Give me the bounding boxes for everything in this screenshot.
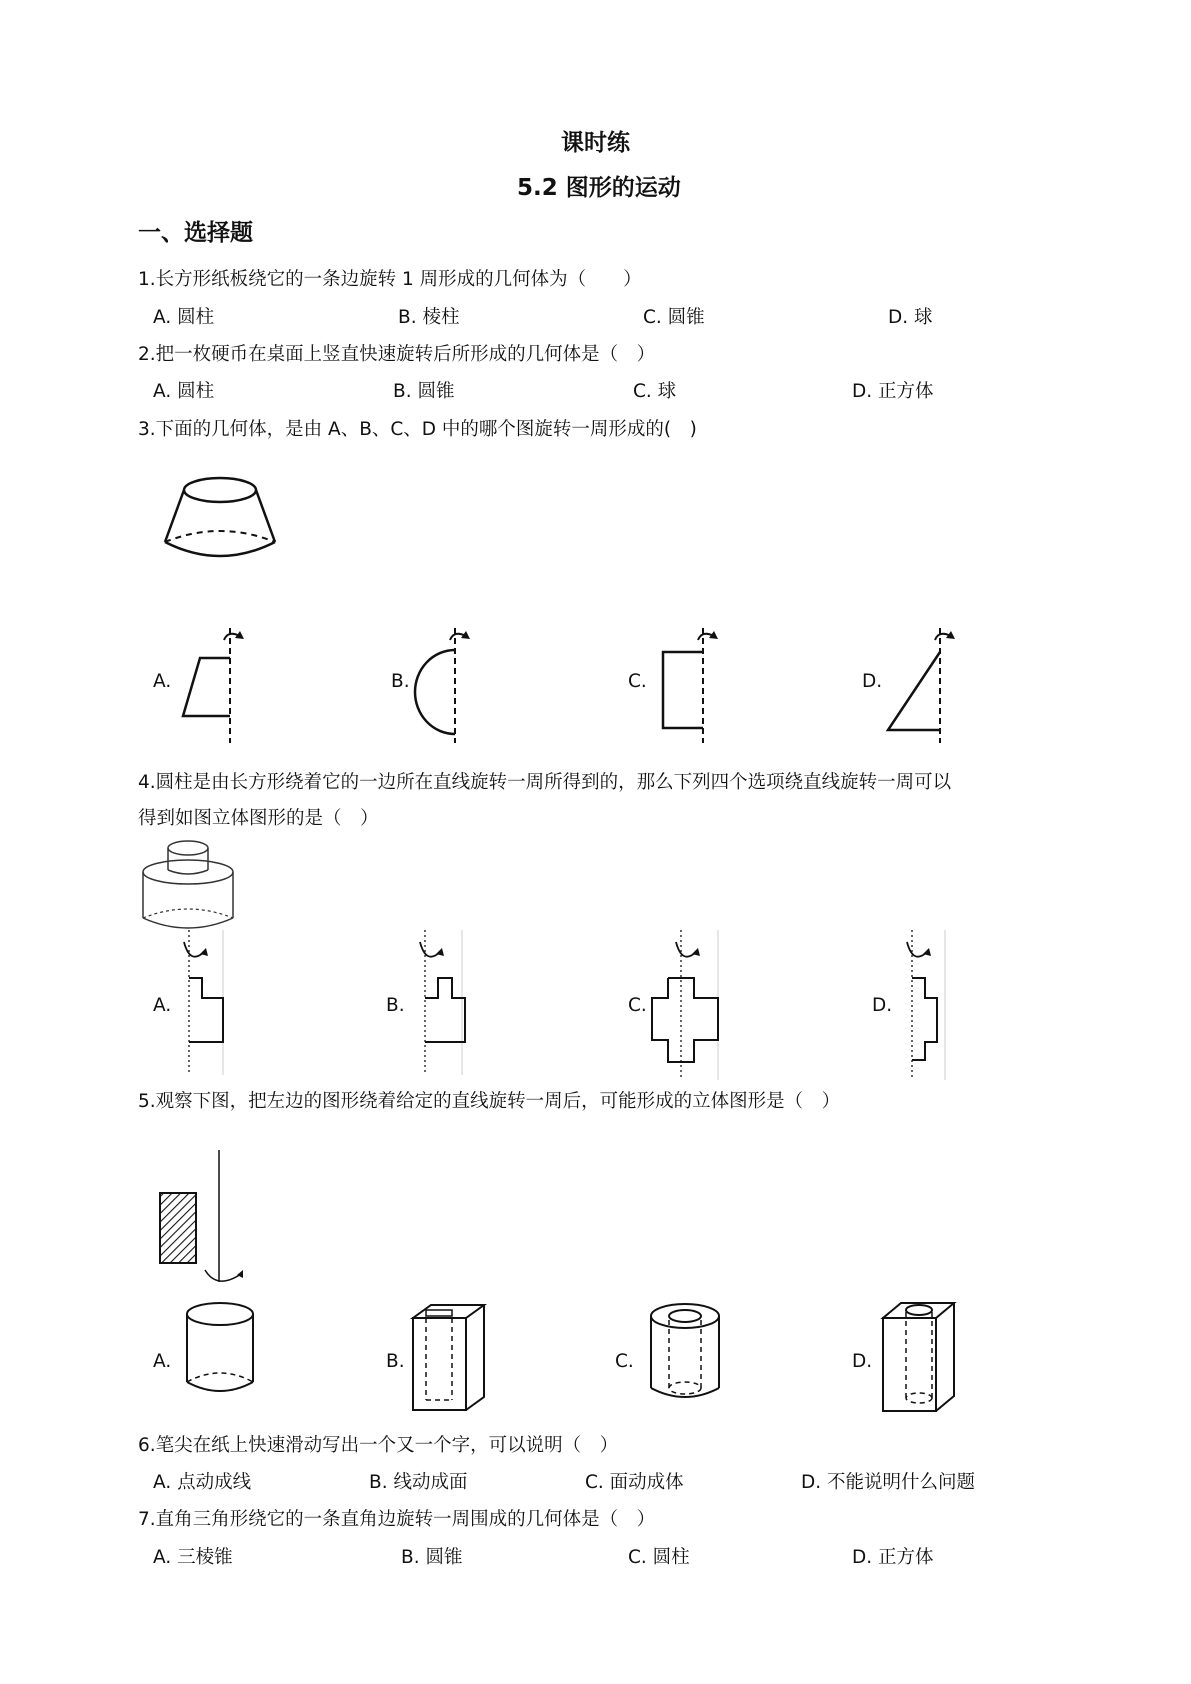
- question-4-stem-line-1: 4.圆柱是由长方形绕着它的一边所在直线旋转一周所得到的，那么下列四个选项绕直线旋转一周可以: [138, 772, 952, 793]
- q5-option-c-label: C.: [615, 1351, 634, 1372]
- q2-option-a: A. 圆柱: [153, 381, 215, 402]
- q3-option-d-label: D.: [862, 671, 883, 692]
- q3-option-b-label: B.: [391, 671, 410, 692]
- q4-option-a-figure: [172, 930, 232, 1075]
- q4-option-a-label: A.: [153, 995, 172, 1016]
- q2-option-b: B. 圆锥: [393, 381, 455, 402]
- q4-option-d-figure: [895, 930, 955, 1080]
- q6-option-b: B. 线动成面: [369, 1472, 468, 1493]
- q5-option-d-figure: [880, 1298, 960, 1416]
- q5-shaded-rectangle-figure: [155, 1150, 255, 1285]
- q1-option-a: A. 圆柱: [153, 307, 215, 328]
- q6-option-a: A. 点动成线: [153, 1472, 252, 1493]
- q3-option-c-label: C.: [628, 671, 647, 692]
- q3-option-a-label: A.: [153, 671, 172, 692]
- q6-option-d: D. 不能说明什么问题: [801, 1472, 976, 1493]
- q3-option-d-figure: [880, 628, 960, 743]
- q4-stacked-cylinder-figure: [138, 838, 238, 933]
- q3-option-c-figure: [655, 628, 725, 743]
- q4-option-b-label: B.: [386, 995, 405, 1016]
- worksheet-title: 课时练: [561, 130, 630, 156]
- q3-frustum-figure: [160, 470, 280, 570]
- q5-option-c-figure: [645, 1300, 725, 1410]
- q4-option-d-label: D.: [872, 995, 893, 1016]
- q5-option-a-label: A.: [153, 1351, 172, 1372]
- question-7-stem: 7.直角三角形绕它的一条直角边旋转一周围成的几何体是（ ）: [138, 1509, 656, 1530]
- q2-option-d: D. 正方体: [852, 381, 934, 402]
- q7-option-c: C. 圆柱: [628, 1547, 690, 1568]
- section-heading: 一、选择题: [138, 220, 253, 246]
- question-5-stem: 5.观察下图，把左边的图形绕着给定的直线旋转一周后，可能形成的立体图形是（ ）: [138, 1091, 841, 1112]
- q1-option-d: D. 球: [888, 307, 933, 328]
- q5-option-a-figure: [180, 1300, 260, 1400]
- q5-option-b-label: B.: [386, 1351, 405, 1372]
- q1-option-b: B. 棱柱: [398, 307, 460, 328]
- lesson-title: 5.2 图形的运动: [517, 175, 681, 201]
- question-6-stem: 6.笔尖在纸上快速滑动写出一个又一个字，可以说明（ ）: [138, 1435, 619, 1456]
- question-3-stem: 3.下面的几何体，是由 A、B、C、D 中的哪个图旋转一周形成的( ): [138, 419, 697, 440]
- q5-option-b-figure: [410, 1300, 490, 1415]
- q4-option-c-figure: [650, 930, 725, 1080]
- q4-option-c-label: C.: [628, 995, 647, 1016]
- q5-option-d-label: D.: [852, 1351, 873, 1372]
- q4-option-b-figure: [405, 930, 470, 1075]
- question-4-stem-line-2: 得到如图立体图形的是（ ）: [138, 808, 379, 829]
- q3-option-b-figure: [410, 628, 480, 743]
- question-1-stem: 1.长方形纸板绕它的一条边旋转 1 周形成的几何体为（ ）: [138, 269, 642, 290]
- q2-option-c: C. 球: [633, 381, 677, 402]
- q7-option-a: A. 三棱锥: [153, 1547, 233, 1568]
- q7-option-b: B. 圆锥: [401, 1547, 463, 1568]
- question-2-stem: 2.把一枚硬币在桌面上竖直快速旋转后所形成的几何体是（ ）: [138, 344, 656, 365]
- q7-option-d: D. 正方体: [852, 1547, 934, 1568]
- q3-option-a-figure: [178, 628, 258, 743]
- q1-option-c: C. 圆锥: [643, 307, 705, 328]
- q6-option-c: C. 面动成体: [585, 1472, 684, 1493]
